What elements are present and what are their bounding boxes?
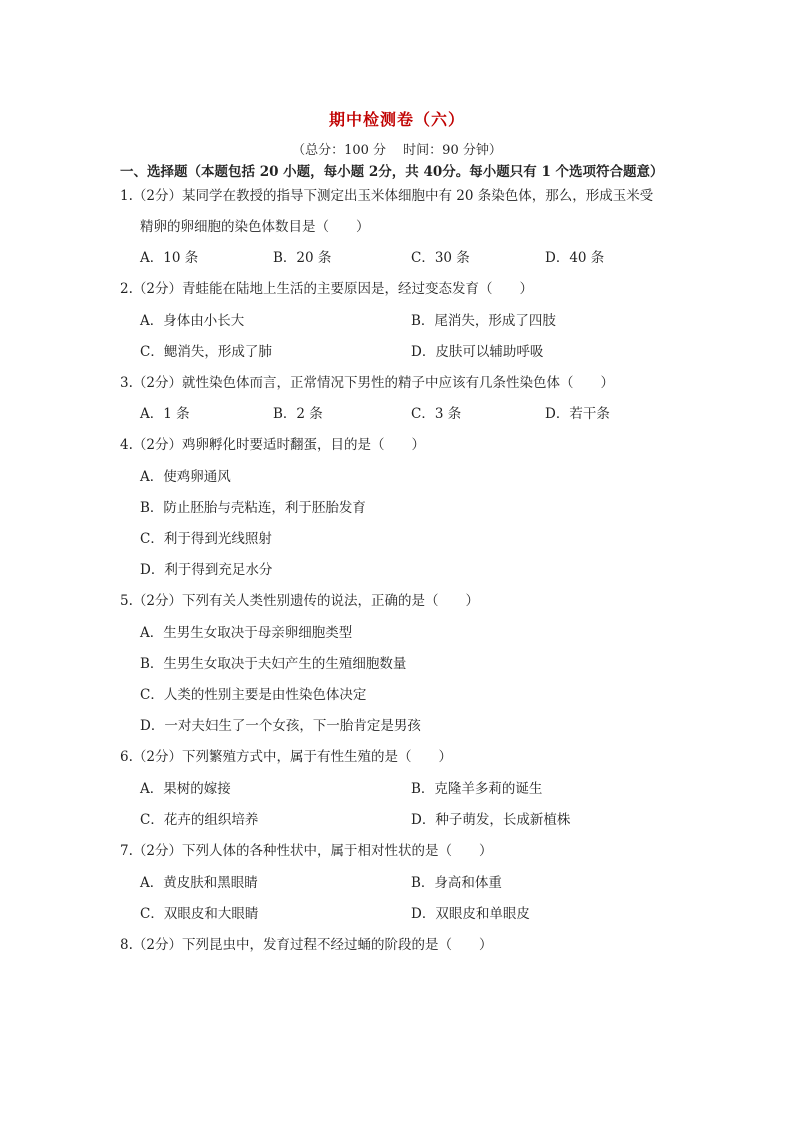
question-4-stem: 4.（2分）鸡卵孵化时要适时翻蛋，目的是（ ） <box>120 437 425 453</box>
question-6-option-c: C．花卉的组织培养 <box>140 812 259 828</box>
question-6-stem: 6.（2分）下列繁殖方式中，属于有性生殖的是（ ） <box>120 749 452 765</box>
question-1-option-b: B．20 条 <box>273 250 332 266</box>
question-3-option-b: B．2 条 <box>273 406 323 422</box>
question-2-option-a: A．身体由小长大 <box>140 313 245 329</box>
question-7-option-b: B．身高和体重 <box>411 875 502 891</box>
section-heading: 一、选择题（本题包括 20 小题，每小题 2分，共 40分。每小题只有 1 个选项符合题意） <box>120 164 664 180</box>
question-7-option-a: A．黄皮肤和黑眼睛 <box>140 875 258 891</box>
question-7-option-c: C．双眼皮和大眼睛 <box>140 906 259 922</box>
question-5-option-c: C．人类的性别主要是由性染色体决定 <box>140 687 367 703</box>
question-3-option-d: D．若干条 <box>545 406 610 422</box>
question-2-option-d: D．皮肤可以辅助呼吸 <box>411 344 544 360</box>
question-1-stem: 1.（2分）某同学在教授的指导下测定出玉米体细胞中有 20 条染色体，那么，形成玉米受 <box>120 188 654 204</box>
question-4-option-c: C．利于得到光线照射 <box>140 531 272 547</box>
question-1-option-a: A．10 条 <box>140 250 199 266</box>
question-5-stem: 5.（2分）下列有关人类性别遗传的说法，正确的是（ ） <box>120 593 479 609</box>
question-1-stem-cont: 精卵的卵细胞的染色体数目是（ ） <box>140 219 370 235</box>
question-2-stem: 2.（2分）青蛙能在陆地上生活的主要原因是，经过变态发育（ ） <box>120 281 533 297</box>
question-4-option-d: D．利于得到充足水分 <box>140 562 273 578</box>
question-5-option-b: B．生男生女取决于夫妇产生的生殖细胞数量 <box>140 656 407 672</box>
question-8-stem: 8.（2分）下列昆虫中，发育过程不经过蛹的阶段的是（ ） <box>120 937 493 953</box>
question-5-option-d: D．一对夫妇生了一个女孩，下一胎肯定是男孩 <box>140 718 421 734</box>
question-6-option-b: B．克隆羊多莉的诞生 <box>411 781 543 797</box>
question-1-option-c: C．30 条 <box>411 250 470 266</box>
question-4-option-b: B．防止胚胎与壳粘连，利于胚胎发育 <box>140 500 366 516</box>
question-6-option-a: A．果树的嫁接 <box>140 781 231 797</box>
exam-title: 期中检测卷（六） <box>328 110 465 129</box>
question-2-option-b: B．尾消失，形成了四肢 <box>411 313 556 329</box>
question-6-option-d: D．种子萌发，长成新植株 <box>411 812 571 828</box>
exam-subtitle: （总分：100 分 时间：90 分钟） <box>292 143 502 158</box>
question-7-option-d: D．双眼皮和单眼皮 <box>411 906 530 922</box>
question-3-stem: 3.（2分）就性染色体而言，正常情况下男性的精子中应该有几条性染色体（ ） <box>120 375 614 391</box>
question-2-option-c: C．鳃消失，形成了肺 <box>140 344 272 360</box>
question-5-option-a: A．生男生女取决于母亲卵细胞类型 <box>140 625 353 641</box>
question-3-option-a: A．1 条 <box>140 406 190 422</box>
question-1-option-d: D．40 条 <box>545 250 605 266</box>
question-3-option-c: C．3 条 <box>411 406 462 422</box>
question-7-stem: 7.（2分）下列人体的各种性状中，属于相对性状的是（ ） <box>120 843 493 859</box>
question-4-option-a: A．使鸡卵通风 <box>140 469 231 485</box>
